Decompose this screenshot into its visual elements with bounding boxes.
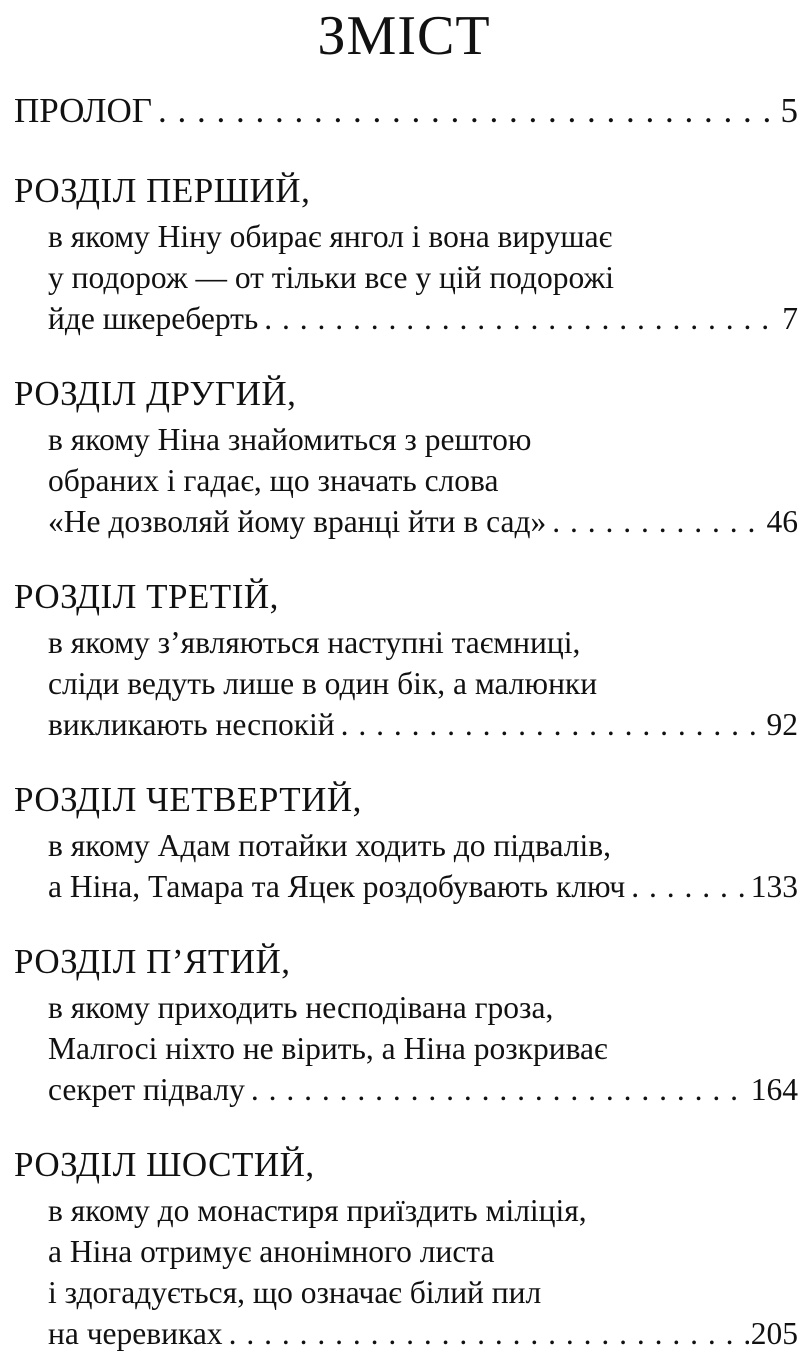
description-line: в якому приходить несподівана гроза, — [48, 990, 554, 1025]
chapter-description — [14, 419, 798, 542]
description-line: викликають неспокій — [48, 707, 335, 742]
description-line: в якому Ніна знайомиться з рештою — [48, 422, 532, 457]
description-line: а Ніна, Тамара та Яцек роздобувають ключ — [48, 869, 626, 904]
page-number: 164 — [750, 1072, 798, 1107]
description-last-line — [48, 298, 798, 339]
description-line: секрет підвалу — [48, 1072, 245, 1107]
toc-entry-chapter[interactable] — [14, 937, 798, 1110]
description-line: обраних і гадає, що значать слова — [48, 463, 499, 498]
page-number: 92 — [766, 707, 798, 742]
description-line: в якому з’являються наступні таємниці, — [48, 625, 581, 660]
description-line: Малгосі ніхто не вірить, а Ніна розкриває — [48, 1031, 608, 1066]
toc-entry-prolog[interactable] — [14, 86, 798, 136]
description-line: в якому Адам потайки ходить до підвалів, — [48, 828, 611, 863]
toc-entry-chapter[interactable] — [14, 369, 798, 542]
chapter-description — [14, 825, 798, 907]
chapter-title: РОЗДІЛ ШОСТИЙ, — [14, 1145, 315, 1184]
description-line: а Ніна отримує анонімного листа — [48, 1234, 495, 1269]
description-line: і здогадується, що означає білий пил — [48, 1275, 542, 1310]
description-line: на черевиках — [48, 1316, 223, 1351]
chapter-description — [14, 1190, 798, 1354]
description-line: у подорож — от тільки все у цій подорожі — [48, 260, 615, 295]
page-number: 46 — [766, 504, 798, 539]
chapter-title: РОЗДІЛ ПЕРШИЙ, — [14, 171, 311, 210]
chapter-description — [14, 216, 798, 339]
toc-entry-chapter[interactable] — [14, 166, 798, 339]
description-line: в якому до монастиря приїздить міліція, — [48, 1193, 587, 1228]
page-number: 133 — [750, 869, 798, 904]
description-line: «Не дозволяй йому вранці йти в сад» — [48, 504, 547, 539]
toc-entry-chapter[interactable] — [14, 775, 798, 907]
chapter-description — [14, 987, 798, 1110]
chapter-title: РОЗДІЛ ДРУГИЙ, — [14, 374, 297, 413]
description-last-line — [48, 704, 798, 745]
toc-entry-chapter[interactable] — [14, 1140, 798, 1354]
prolog-label: ПРОЛОГ — [14, 91, 152, 130]
description-line: йде шкереберть — [48, 301, 259, 336]
dot-leader — [229, 1313, 749, 1354]
dot-leader — [631, 866, 749, 907]
table-of-contents — [14, 86, 798, 1354]
page-number: 5 — [780, 91, 798, 130]
dot-leader — [341, 704, 765, 745]
chapter-title: РОЗДІЛ ЧЕТВЕРТИЙ, — [14, 780, 362, 819]
description-last-line — [48, 1069, 798, 1110]
description-line: в якому Ніну обирає янгол і вона вирушає — [48, 219, 613, 254]
description-last-line — [48, 1313, 798, 1354]
description-last-line — [48, 501, 798, 542]
chapter-description — [14, 622, 798, 745]
chapter-list — [14, 166, 798, 1354]
page-number: 205 — [750, 1316, 798, 1351]
page-title: ЗМІСТ — [317, 5, 491, 67]
description-last-line — [48, 866, 798, 907]
dot-leader — [264, 298, 780, 339]
page-number: 7 — [782, 301, 798, 336]
description-line: сліди ведуть лише в один бік, а малюнки — [48, 666, 598, 701]
dot-leader — [158, 86, 779, 136]
dot-leader — [251, 1069, 749, 1110]
toc-entry-chapter[interactable] — [14, 572, 798, 745]
dot-leader — [552, 501, 764, 542]
chapter-title: РОЗДІЛ ТРЕТІЙ, — [14, 577, 279, 616]
chapter-title: РОЗДІЛ П’ЯТИЙ, — [14, 942, 291, 981]
